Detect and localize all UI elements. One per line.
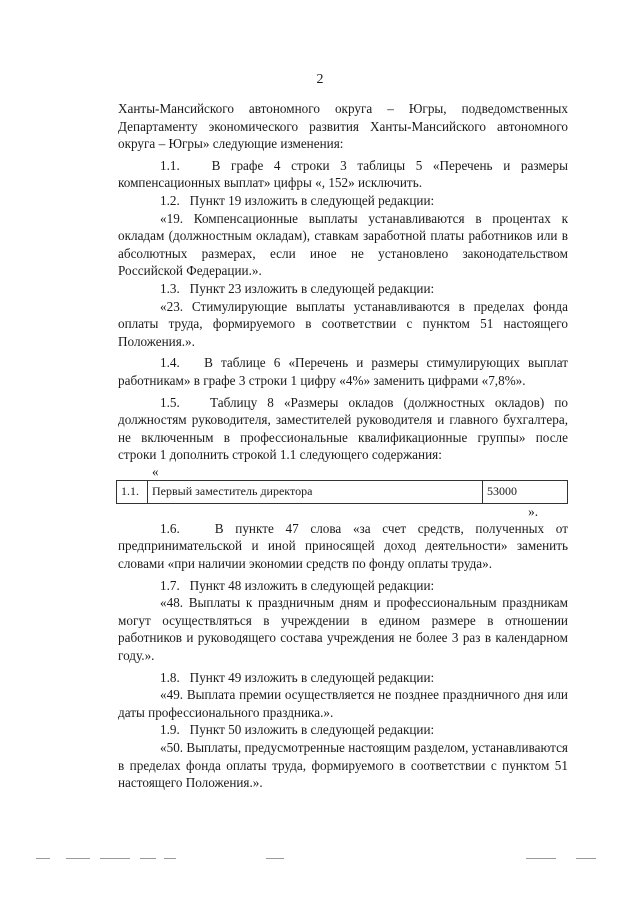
- table-cell-number: 1.1.: [117, 480, 148, 503]
- paragraph-1-5: 1.5. Таблицу 8 «Размеры окладов (должностных окладов) по должностям руководителя, заместителей руководителя и главного бухгалтера, не включенным в профессиональные квалификационные группы» после строки 1 дополнить строкой 1.1 следующего содержания:: [118, 394, 568, 463]
- paragraph-1-9: 1.9. Пункт 50 изложить в следующей редакции:: [160, 722, 435, 738]
- quote-open: «: [152, 463, 159, 479]
- document-body: [118, 100, 568, 792]
- table-row: [117, 480, 568, 503]
- paragraph-quote-19: «19. Компенсационные выплаты устанавливаются в процентах к окладам (должностным окладам), ставкам заработной платы работников или в абсолютных размерах, если иное не установлено законодательством Российской Федерации.».: [118, 210, 568, 279]
- paragraph-1-6: 1.6. В пункте 47 слова «за счет средств, полученных от предпринимательской и иной приносящей доход деятельности» заменить словами «при наличии экономии средств по фонду оплаты труда».: [118, 520, 568, 572]
- quote-close: ».: [528, 503, 538, 519]
- paragraph-1-2: 1.2. Пункт 19 изложить в следующей редакции:: [160, 192, 435, 208]
- paragraph-1-1: 1.1. В графе 4 строки 3 таблицы 5 «Перечень и размеры компенсационных выплат» цифры «, 152» исключить.: [118, 157, 568, 191]
- paragraph-1-8: 1.8. Пункт 49 изложить в следующей редакции:: [160, 669, 435, 685]
- paragraph-quote-49: «49. Выплата премии осуществляется не позднее праздничного дня или даты профессионального праздника.».: [118, 687, 568, 720]
- paragraph-1-3: 1.3. Пункт 23 изложить в следующей редакции:: [160, 280, 435, 296]
- paragraph-intro: Ханты-Мансийского автономного округа – Югры, подведомственных Департаменту экономического развития Ханты-Мансийского автономного округа – Югры» следующие изменения:: [118, 101, 568, 152]
- scan-artifact-marks: [36, 858, 596, 862]
- insert-table: [116, 480, 568, 504]
- paragraph-quote-23: «23. Стимулирующие выплаты устанавливаются в пределах фонда оплаты труда, формируемого в соответствии с пунктом 51 настоящего Положения.».: [118, 298, 568, 349]
- paragraph-1-7: 1.7. Пункт 48 изложить в следующей редакции:: [160, 577, 435, 593]
- paragraph-quote-48: «48. Выплаты к праздничным дням и профессиональным праздникам могут осуществляться в учреждении в едином размере в отношении работников и руководящего состава учреждения не более 3 раз в календарном году.».: [118, 595, 568, 664]
- paragraph-1-4: 1.4. В таблице 6 «Перечень и размеры стимулирующих выплат работникам» в графе 3 строки 1 цифру «4%» заменить цифрами «7,8%».: [118, 355, 568, 388]
- page-number: 2: [316, 72, 324, 87]
- table-cell-position: Первый заместитель директора: [148, 480, 483, 503]
- paragraph-quote-50: «50. Выплаты, предусмотренные настоящим разделом, устанавливаются в пределах фонда оплаты труда, формируемого в соответствии с пунктом 51 настоящего Положения.».: [118, 740, 568, 791]
- table-cell-salary: 53000: [483, 480, 568, 503]
